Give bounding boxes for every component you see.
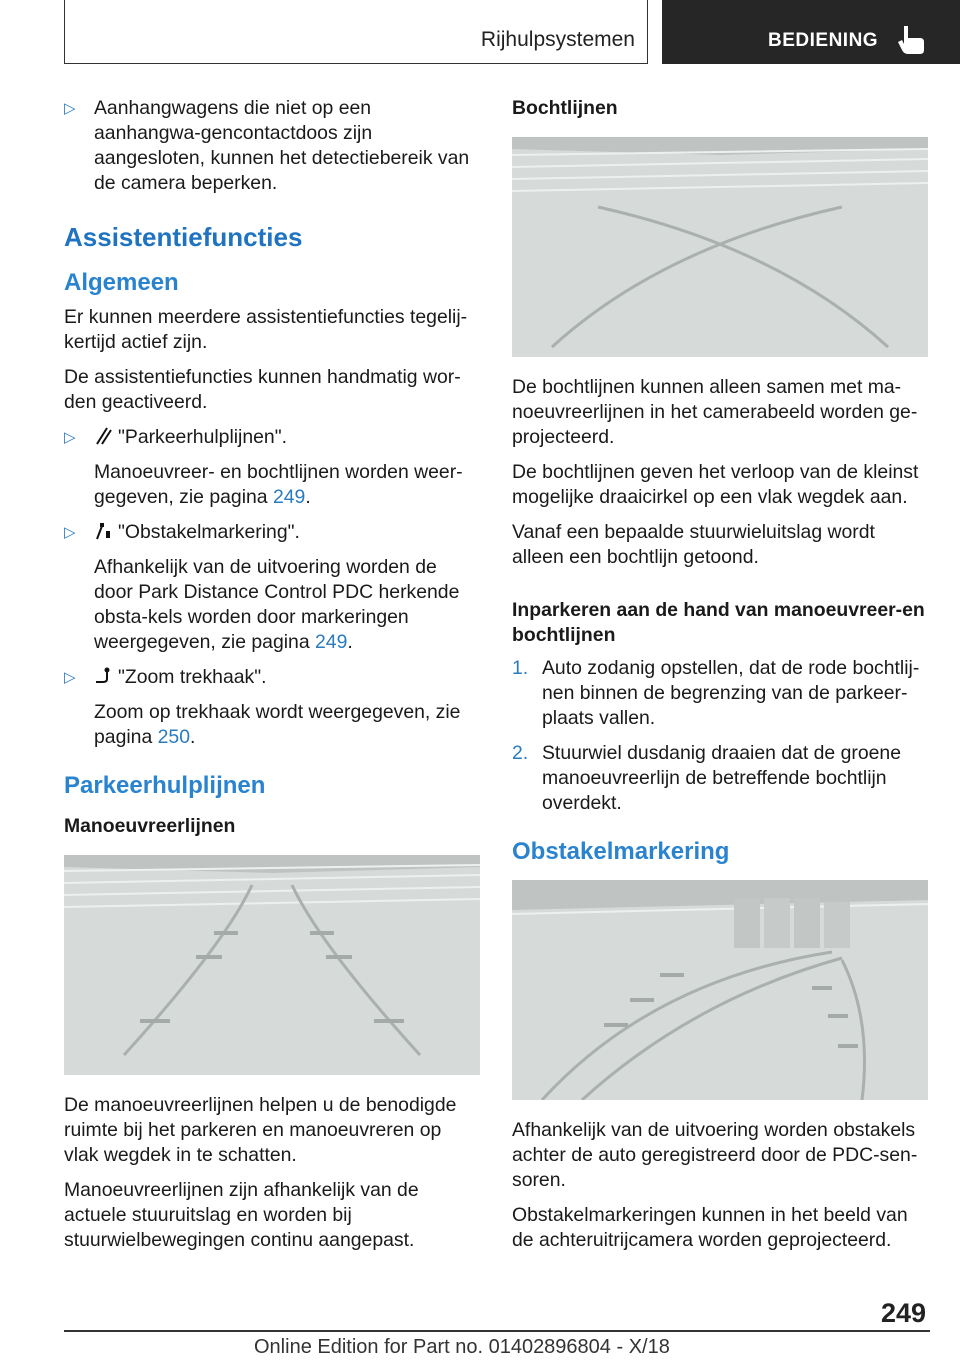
page-number: 249 bbox=[880, 1298, 926, 1328]
list-item-zoom-trekhaak: ▷ "Zoom trekhaak". bbox=[64, 666, 267, 688]
heading-obstakelmarkering: Obstakelmarkering bbox=[512, 838, 730, 865]
footer-edition: Online Edition for Part no. 01402896804 - X/18 bbox=[254, 1336, 670, 1358]
list-item-step: 1. Auto zodanig opstellen, dat de rode bochtlij-nen binnen de begrenzing van de parkeer-plaats vallen. bbox=[512, 657, 920, 729]
left-column bbox=[64, 96, 480, 1263]
paragraph: De bochtlijnen kunnen alleen samen met ma-noeuvreerlijnen in het camerabeeld worden ge-projecteerd. bbox=[512, 376, 918, 448]
triangle-bullet-icon: ▷ bbox=[64, 524, 76, 541]
paragraph: Obstakelmarkeringen kunnen in het beeld van de achteruitrijcamera worden geprojecteerd. bbox=[512, 1204, 908, 1251]
page-link-249[interactable]: 249 bbox=[272, 486, 306, 508]
section-title: Rijhulpsystemen bbox=[480, 28, 635, 51]
right-column bbox=[512, 96, 928, 1263]
list-item-parkeerhulplijnen: ▷ "Parkeerhulplijnen". bbox=[64, 426, 287, 448]
list-item: ▷ Aanhangwagens die niet op een aanhangwa-gencontactdoos zijn aangesloten, kunnen het detectiebereik van de camera beperken. bbox=[64, 97, 470, 194]
footer-divider bbox=[64, 1330, 930, 1332]
paragraph: Vanaf een bepaalde stuurwieluitslag wordt alleen een bochtlijn getoond. bbox=[512, 521, 875, 568]
parking-lines-icon bbox=[94, 427, 112, 445]
tow-hitch-icon bbox=[94, 667, 112, 685]
header-chapter-box bbox=[662, 0, 960, 64]
chapter-title: BEDIENING bbox=[768, 30, 879, 51]
list-item-step: 2. Stuurwiel dusdanig draaien dat de groene manoeuvreerlijn de betreffende bochtlijn overdekt. bbox=[512, 742, 901, 814]
heading-assistentiefuncties: Assistentiefuncties bbox=[64, 222, 303, 252]
triangle-bullet-icon: ▷ bbox=[64, 429, 76, 446]
triangle-bullet-icon: ▷ bbox=[64, 669, 76, 686]
heading-inparkeren: Inparkeren aan de hand van manoeuvreer-en bochtlijnen bbox=[512, 599, 925, 646]
manoeuvre-lines-figure bbox=[64, 855, 480, 1075]
obstacle-marking-icon bbox=[94, 522, 112, 540]
heading-bochtlijnen: Bochtlijnen bbox=[512, 97, 618, 119]
curve-lines-figure bbox=[512, 137, 928, 357]
paragraph: De assistentiefuncties kunnen handmatig wor-den geactiveerd. bbox=[64, 366, 461, 413]
list-item-text: Afhankelijk van de uitvoering worden de door Park Distance Control PDC herkende obsta-kels worden door markeringen weergegeven, zie pagina 249. bbox=[94, 556, 460, 653]
paragraph: De manoeuvreerlijnen helpen u de benodigde ruimte bij het parkeren en manoeuvreren op vlak wegdek in te schatten. bbox=[64, 1094, 457, 1166]
heading-parkeerhulplijnen: Parkeerhulplijnen bbox=[64, 772, 266, 799]
list-item-text: Zoom op trekhaak wordt weergegeven, zie pagina 250. bbox=[94, 701, 461, 748]
list-item-obstakelmarkering: ▷ "Obstakelmarkering". bbox=[64, 521, 300, 543]
paragraph: De bochtlijnen geven het verloop van de kleinst mogelijke draaicirkel op een vlak wegdek aan. bbox=[512, 461, 919, 508]
heading-manoeuvreerlijnen: Manoeuvreerlijnen bbox=[64, 815, 236, 837]
obstacle-marking-figure bbox=[512, 880, 928, 1100]
page-link-250[interactable]: 250 bbox=[157, 726, 190, 748]
list-item-text: Manoeuvreer- en bochtlijnen worden weer-gegeven, zie pagina 249. bbox=[94, 461, 463, 508]
paragraph: Er kunnen meerdere assistentiefuncties tegelij-kertijd actief zijn. bbox=[64, 306, 468, 353]
paragraph: Manoeuvreerlijnen zijn afhankelijk van de actuele stuuruitslag en worden bij stuurwielbewegingen continu aangepast. bbox=[64, 1179, 419, 1251]
triangle-bullet-icon: ▷ bbox=[64, 100, 76, 117]
pointing-hand-icon bbox=[894, 22, 930, 58]
header-section-box bbox=[64, 0, 648, 64]
paragraph: Afhankelijk van de uitvoering worden obstakels achter de auto geregistreerd door de PDC-sen-soren. bbox=[512, 1119, 918, 1191]
heading-algemeen: Algemeen bbox=[64, 269, 179, 296]
page-link-249[interactable]: 249 bbox=[315, 631, 348, 653]
